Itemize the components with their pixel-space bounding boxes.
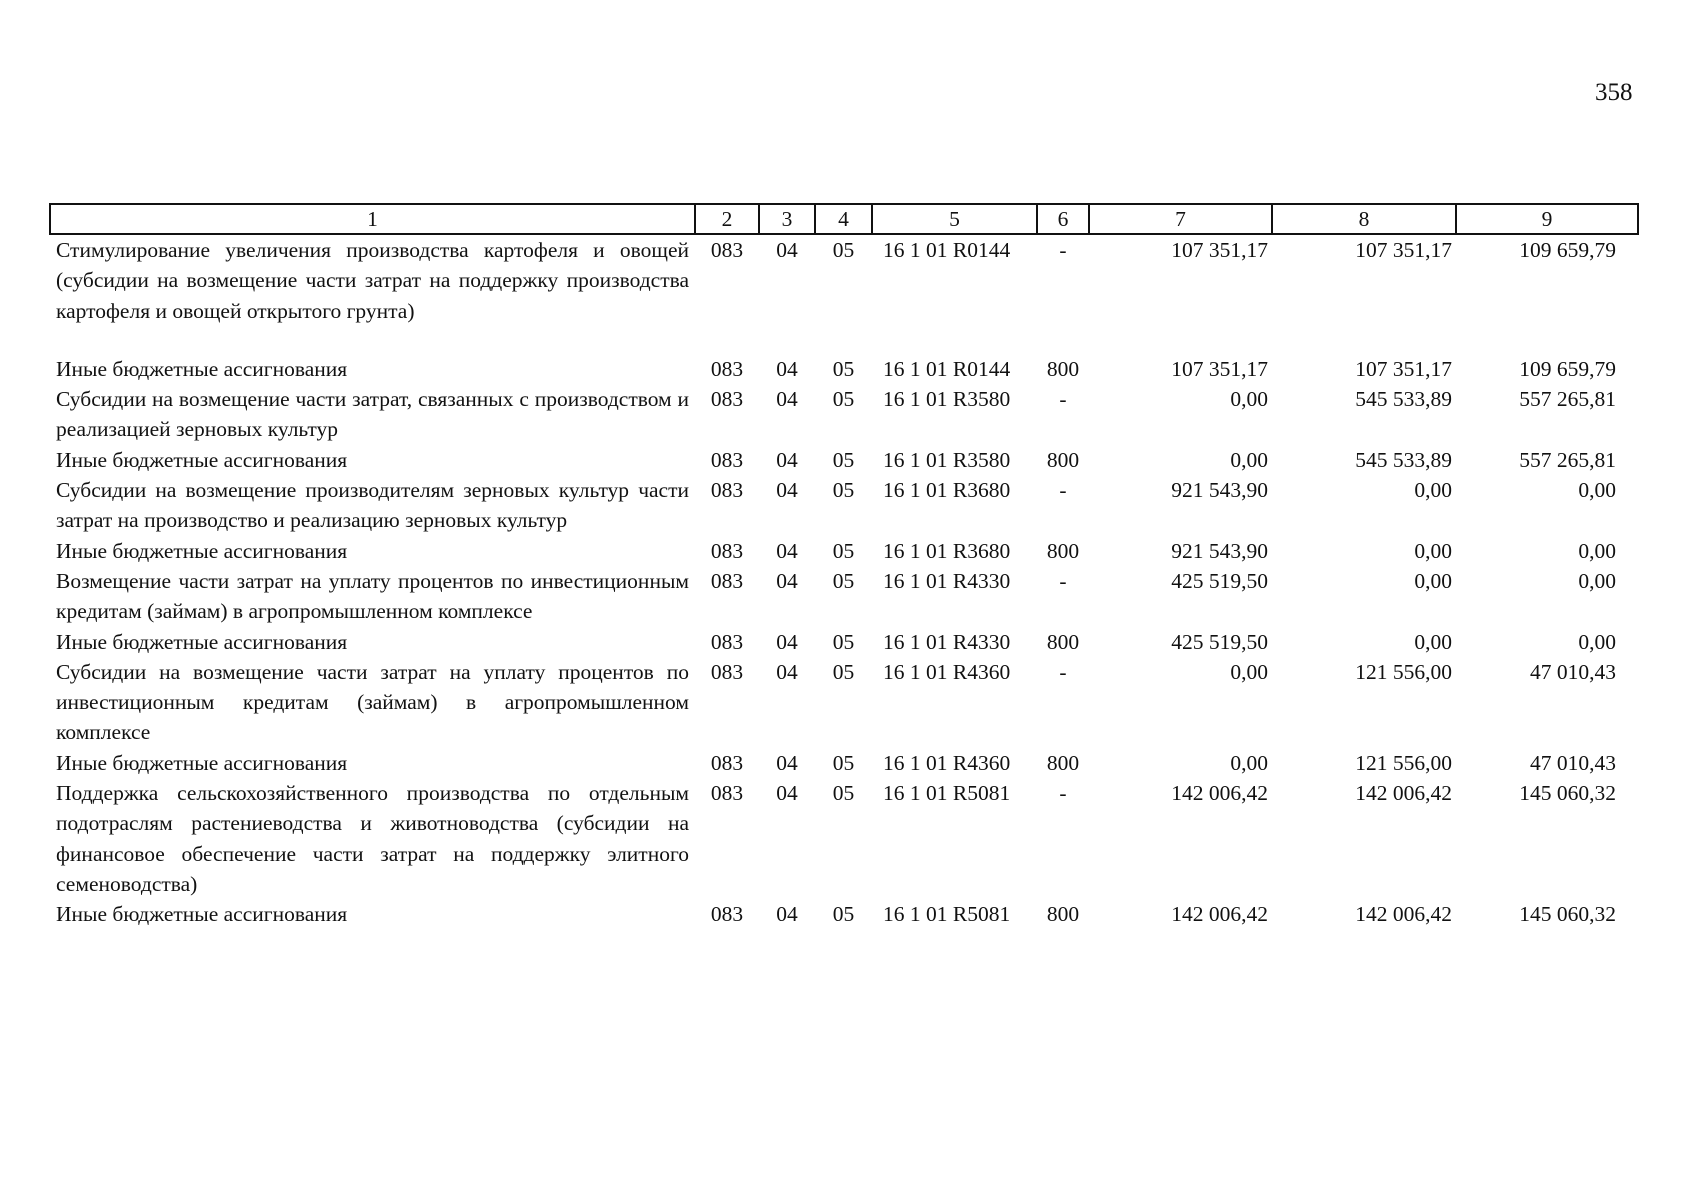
row-name: Иные бюджетные ассигнования <box>56 356 348 381</box>
row-ministry: 083 <box>710 356 744 381</box>
row-amount-7: 107 351,17 <box>1171 238 1268 262</box>
row-section: 04 <box>776 356 798 381</box>
row-amount-8: 142 006,42 <box>1355 902 1452 927</box>
row-ministry: 083 <box>710 750 744 775</box>
row-amount-7: 0,00 <box>1230 387 1268 412</box>
row-name: Стимулирование увеличения производства картофеля и овощей (субсидии на возмещение части затрат на поддержку производства картофеля и овощей открытого грунта) <box>56 238 689 323</box>
row-amount-9: 0,00 <box>1578 538 1616 563</box>
table-row <box>50 384 1638 445</box>
row-amount-9: 109 659,79 <box>1519 238 1616 262</box>
row-expense-type: 800 <box>1046 447 1080 472</box>
row-ministry: 083 <box>710 781 744 806</box>
row-amount-7: 921 543,90 <box>1171 538 1268 563</box>
row-section: 04 <box>776 238 798 262</box>
row-amount-7: 0,00 <box>1230 750 1268 775</box>
header-col-4: 4 <box>815 204 872 234</box>
row-section: 04 <box>776 568 798 593</box>
row-amount-7: 142 006,42 <box>1171 781 1268 806</box>
row-section: 04 <box>776 629 798 654</box>
row-target-article: 16 1 01 R4330 <box>883 568 1011 593</box>
row-section: 04 <box>776 447 798 472</box>
row-target-article: 16 1 01 R3580 <box>883 387 1011 412</box>
row-ministry: 083 <box>710 478 744 503</box>
row-subsection: 05 <box>832 629 855 654</box>
row-expense-type: - <box>1059 238 1067 262</box>
table-row <box>50 899 1638 929</box>
budget-table <box>49 203 1639 930</box>
row-expense-type: - <box>1059 659 1067 684</box>
header-col-1: 1 <box>50 204 695 234</box>
row-subsection: 05 <box>832 568 855 593</box>
header-col-3: 3 <box>759 204 815 234</box>
row-amount-7: 0,00 <box>1230 447 1268 472</box>
row-expense-type: - <box>1059 781 1067 806</box>
row-amount-7: 425 519,50 <box>1171 568 1268 593</box>
row-name: Поддержка сельскохозяйственного производства по отдельным подотраслям растениеводства и животноводства (субсидии на финансовое обеспечение части затрат на поддержку элитного семеноводства) <box>56 781 689 896</box>
row-amount-8: 107 351,17 <box>1355 356 1452 381</box>
row-subsection: 05 <box>832 538 855 563</box>
row-amount-8: 0,00 <box>1414 538 1452 563</box>
row-target-article: 16 1 01 R5081 <box>883 781 1011 806</box>
table-row <box>50 536 1638 566</box>
table-body <box>50 234 1638 930</box>
row-section: 04 <box>776 902 798 927</box>
row-name: Субсидии на возмещение производителям зерновых культур части затрат на производство и реализацию зерновых культур <box>56 478 689 533</box>
row-subsection: 05 <box>832 238 855 262</box>
row-expense-type: 800 <box>1046 356 1080 381</box>
row-ministry: 083 <box>710 568 744 593</box>
row-spacer <box>50 326 1638 354</box>
row-name: Возмещение части затрат на уплату процентов по инвестиционным кредитам (займам) в агропромышленном комплексе <box>56 568 689 624</box>
row-name: Иные бюджетные ассигнования <box>56 629 348 654</box>
row-subsection: 05 <box>832 356 855 381</box>
row-amount-8: 142 006,42 <box>1355 781 1452 806</box>
row-target-article: 16 1 01 R3580 <box>883 447 1011 472</box>
row-amount-8: 545 533,89 <box>1355 387 1452 412</box>
row-section: 04 <box>776 781 798 806</box>
table-row <box>50 566 1638 627</box>
row-ministry: 083 <box>710 902 744 927</box>
row-amount-7: 107 351,17 <box>1171 356 1268 381</box>
spacer-cell <box>50 326 1638 354</box>
table-row <box>50 778 1638 899</box>
row-name: Иные бюджетные ассигнования <box>56 447 348 472</box>
row-subsection: 05 <box>832 478 855 503</box>
row-expense-type: 800 <box>1046 750 1080 775</box>
table-row <box>50 475 1638 536</box>
row-ministry: 083 <box>710 387 744 412</box>
table-header <box>50 204 1638 234</box>
row-amount-9: 47 010,43 <box>1530 659 1616 684</box>
row-subsection: 05 <box>832 902 855 927</box>
table-row <box>50 445 1638 475</box>
row-amount-8: 121 556,00 <box>1355 659 1452 684</box>
header-row <box>50 204 1638 234</box>
page-number: 358 <box>1595 79 1633 106</box>
row-target-article: 16 1 01 R4360 <box>883 659 1011 684</box>
row-name: Субсидии на возмещение части затрат, связанных с производством и реализацией зерновых культур <box>56 387 689 442</box>
row-expense-type: 800 <box>1046 902 1080 927</box>
header-col-8: 8 <box>1272 204 1456 234</box>
row-amount-8: 545 533,89 <box>1355 447 1452 472</box>
header-col-9: 9 <box>1456 204 1638 234</box>
row-name: Иные бюджетные ассигнования <box>56 902 348 927</box>
row-expense-type: - <box>1059 478 1067 503</box>
row-subsection: 05 <box>832 387 855 412</box>
row-amount-9: 145 060,32 <box>1519 781 1616 806</box>
row-amount-9: 109 659,79 <box>1519 356 1616 381</box>
row-subsection: 05 <box>832 447 855 472</box>
row-subsection: 05 <box>832 781 855 806</box>
row-expense-type: 800 <box>1046 538 1080 563</box>
row-target-article: 16 1 01 R4330 <box>883 629 1011 654</box>
row-name: Иные бюджетные ассигнования <box>56 750 348 775</box>
row-amount-9: 557 265,81 <box>1519 447 1616 472</box>
row-amount-9: 557 265,81 <box>1519 387 1616 412</box>
row-target-article: 16 1 01 R0144 <box>883 238 1011 262</box>
row-amount-9: 145 060,32 <box>1519 902 1616 927</box>
row-expense-type: - <box>1059 568 1067 593</box>
row-target-article: 16 1 01 R5081 <box>883 902 1011 927</box>
row-amount-9: 0,00 <box>1578 568 1616 593</box>
row-amount-9: 47 010,43 <box>1530 750 1616 775</box>
row-amount-7: 142 006,42 <box>1171 902 1268 927</box>
header-col-5: 5 <box>872 204 1037 234</box>
row-ministry: 083 <box>710 447 744 472</box>
row-amount-9: 0,00 <box>1578 478 1616 503</box>
header-col-7: 7 <box>1089 204 1272 234</box>
row-amount-8: 107 351,17 <box>1355 238 1452 262</box>
table-row <box>50 748 1638 778</box>
row-ministry: 083 <box>710 659 744 684</box>
row-amount-8: 121 556,00 <box>1355 750 1452 775</box>
row-amount-8: 0,00 <box>1414 629 1452 654</box>
row-expense-type: - <box>1059 387 1067 412</box>
row-section: 04 <box>776 478 798 503</box>
row-target-article: 16 1 01 R0144 <box>883 356 1011 381</box>
row-expense-type: 800 <box>1046 629 1080 654</box>
row-amount-8: 0,00 <box>1414 568 1452 593</box>
row-amount-9: 0,00 <box>1578 629 1616 654</box>
table-row <box>50 627 1638 657</box>
row-ministry: 083 <box>710 538 744 563</box>
header-col-6: 6 <box>1037 204 1089 234</box>
row-name: Субсидии на возмещение части затрат на уплату процентов по инвестиционным кредитам (займам) в агропромышленном комплексе <box>56 659 689 745</box>
row-subsection: 05 <box>832 659 855 684</box>
header-col-2: 2 <box>695 204 759 234</box>
row-name: Иные бюджетные ассигнования <box>56 538 348 563</box>
row-ministry: 083 <box>710 238 744 262</box>
row-amount-7: 0,00 <box>1230 659 1268 684</box>
row-target-article: 16 1 01 R4360 <box>883 750 1011 775</box>
table-row <box>50 657 1638 748</box>
row-target-article: 16 1 01 R3680 <box>883 478 1011 503</box>
row-section: 04 <box>776 659 798 684</box>
row-section: 04 <box>776 750 798 775</box>
row-ministry: 083 <box>710 629 744 654</box>
row-section: 04 <box>776 387 798 412</box>
row-amount-7: 921 543,90 <box>1171 478 1268 503</box>
row-section: 04 <box>776 538 798 563</box>
row-amount-7: 425 519,50 <box>1171 629 1268 654</box>
row-subsection: 05 <box>832 750 855 775</box>
row-target-article: 16 1 01 R3680 <box>883 538 1011 563</box>
table-row <box>50 234 1638 326</box>
table-row <box>50 354 1638 384</box>
row-amount-8: 0,00 <box>1414 478 1452 503</box>
